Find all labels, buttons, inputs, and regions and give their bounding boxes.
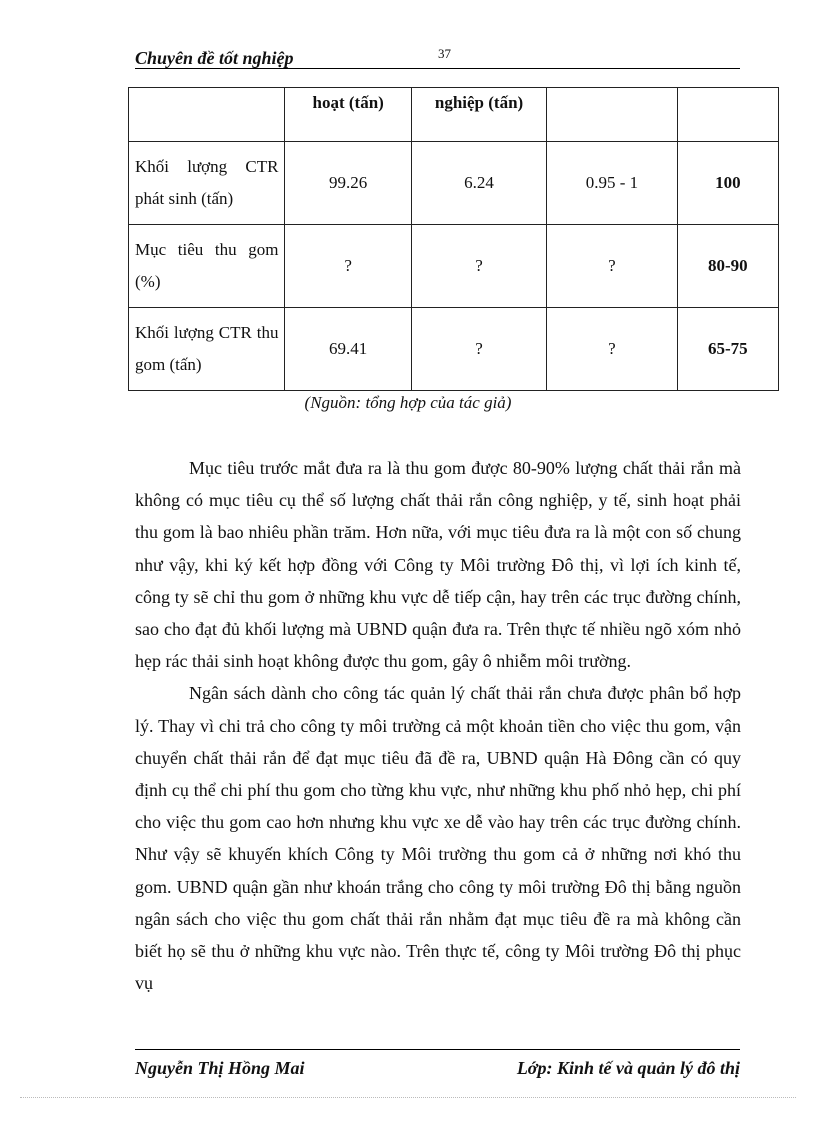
waste-data-table — [128, 87, 779, 391]
header-cell — [129, 88, 285, 142]
table-cell: ? — [411, 308, 546, 391]
header-cell — [547, 88, 677, 142]
table-cell-total: 100 — [677, 142, 778, 225]
table-cell-total: 80-90 — [677, 225, 778, 308]
table-cell: 6.24 — [411, 142, 546, 225]
document-title: Chuyên đề tốt nghiệp — [135, 48, 294, 68]
row-label: Khối lượng CTR thu gom (tấn) — [129, 308, 285, 391]
header-cell: hoạt (tấn) — [285, 88, 411, 142]
paragraph: Ngân sách dành cho công tác quản lý chất thải rắn chưa được phân bổ hợp lý. Thay vì chi trả cho công ty môi trường cả một khoản tiền cho việc thu gom, vận chuyển chất thải rắn để đạt mục tiêu đã đề ra, UBND quận Hà Đông cần có quy định cụ thể chi phí thu gom cho từng khu vực, như những khu phố nhỏ hẹp, chi phí cho việc thu gom cao hơn nhưng khu vực xe dễ vào hay trên các trục đường chính. Như vậy sẽ khuyến khích Công ty Môi trường thu gom cả ở những nơi khó thu gom. UBND quận gần như khoán trắng cho công ty môi trường Đô thị bằng nguồn ngân sách cho việc thu gom chất thải rắn nhằm đạt mục tiêu đề ra mà không cần biết họ sẽ thu ở những khu vực nào. Trên thực tế, công ty Môi trường Đô thị phục vụ — [135, 683, 741, 994]
table-header-row — [129, 88, 779, 142]
paragraph: Mục tiêu trước mắt đưa ra là thu gom được 80-90% lượng chất thải rắn mà không có mục tiêu cụ thể số lượng chất thải rắn công nghiệp, y tế, sinh hoạt phải thu gom là bao nhiêu phần trăm. Hơn nữa, với mục tiêu đưa ra là một con số chung như vậy, khi ký kết hợp đồng với Công ty Môi trường Đô thị, vì lợi ích kinh tế, công ty sẽ chỉ thu gom ở những khu vực dễ tiếp cận, hay trên các trục đường chính, sao cho đạt đủ khối lượng mà UBND quận đưa ra. Trên thực tế nhiều ngõ xóm nhỏ hẹp rác thải sinh hoạt không được thu gom, gây ô nhiễm môi trường. — [135, 458, 741, 672]
row-label: Khối lượng CTR phát sinh (tấn) — [129, 142, 285, 225]
page-footer — [135, 1049, 740, 1080]
table-cell: ? — [285, 225, 411, 308]
class-name: Lớp: Kinh tế và quản lý đô thị — [516, 1058, 740, 1078]
table-cell: 69.41 — [285, 308, 411, 391]
table-cell: ? — [547, 225, 677, 308]
table-cell: 0.95 - 1 — [547, 142, 677, 225]
table-cell-total: 65-75 — [677, 308, 778, 391]
page-number: 37 — [438, 46, 451, 61]
table-row — [129, 225, 779, 308]
table-row — [129, 308, 779, 391]
header-cell — [677, 88, 778, 142]
table-cell: 99.26 — [285, 142, 411, 225]
page-header — [135, 44, 740, 69]
table-cell: ? — [547, 308, 677, 391]
page-break-divider — [20, 1097, 796, 1098]
table-cell: ? — [411, 225, 546, 308]
table-source-caption: (Nguồn: tổng hợp của tác giả) — [304, 393, 512, 412]
table-row — [129, 142, 779, 225]
author-name: Nguyễn Thị Hồng Mai — [135, 1058, 305, 1078]
header-cell: nghiệp (tấn) — [411, 88, 546, 142]
row-label: Mục tiêu thu gom (%) — [129, 225, 285, 308]
body-text — [135, 452, 741, 999]
